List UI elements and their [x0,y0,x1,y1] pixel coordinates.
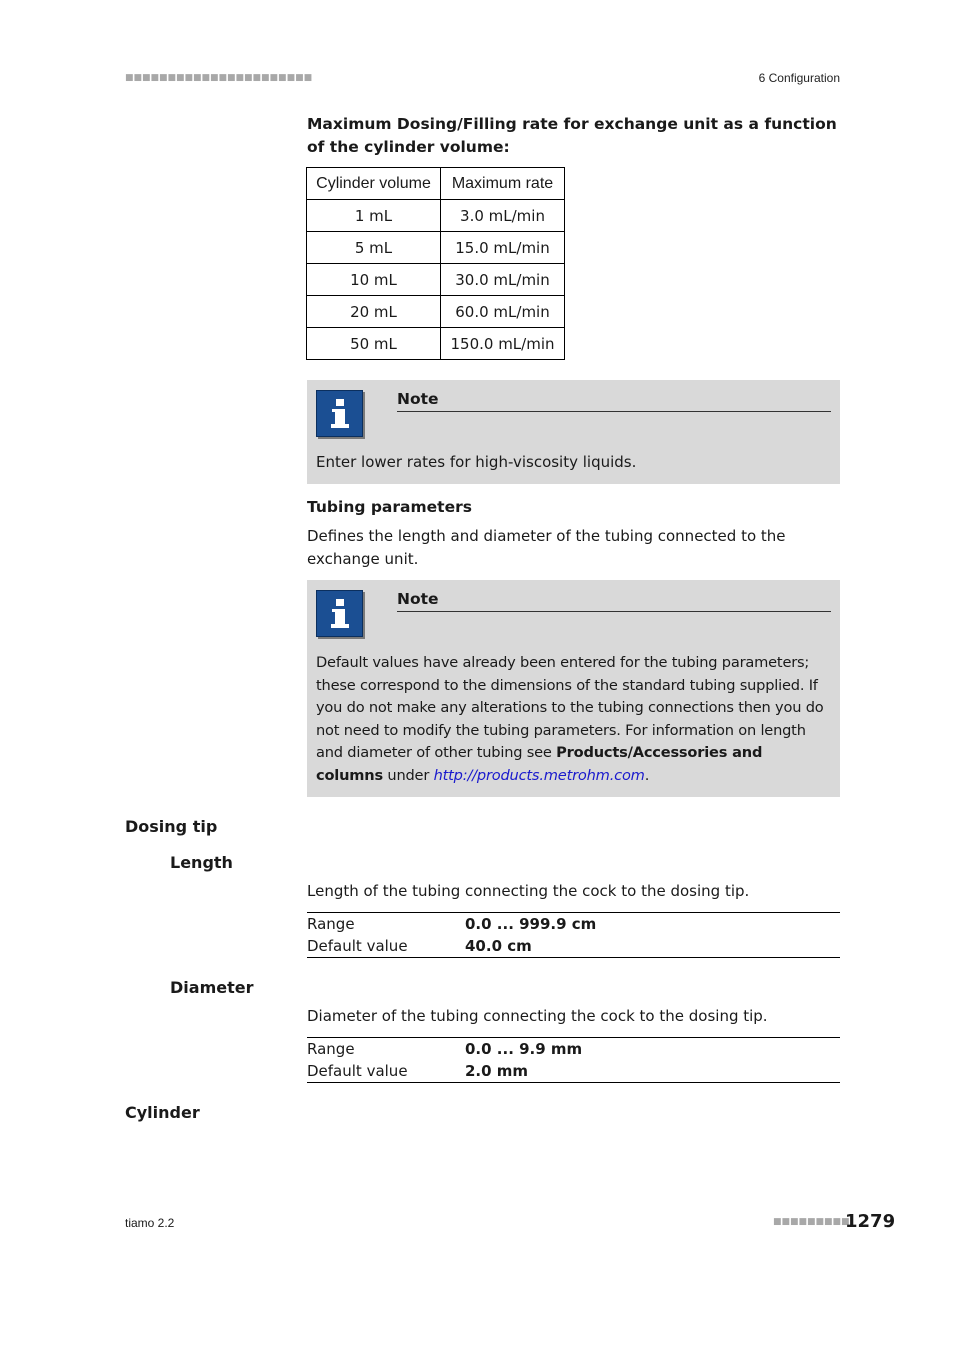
cell-cylinder-volume: 50 mL [307,328,441,360]
note-divider [397,411,831,412]
default-row [307,1060,840,1082]
default-label: Default value [307,937,408,955]
table-row [307,296,565,328]
cylinder-heading: Cylinder [125,1103,200,1122]
range-row [307,913,840,935]
default-label: Default value [307,1062,408,1080]
note-title: Note [397,390,439,408]
table-row [307,328,565,360]
cell-cylinder-volume: 5 mL [307,232,441,264]
footer-decoration: ■■■■■■■■■ [773,1217,850,1227]
length-range-table [307,912,840,958]
column-header-cylinder-volume: Cylinder volume [307,168,441,200]
diameter-description: Diameter of the tubing connecting the cock to the dosing tip. [307,1007,768,1025]
default-value: 40.0 cm [465,937,532,955]
dosing-tip-heading: Dosing tip [125,817,218,836]
note-title: Note [397,590,439,608]
cell-cylinder-volume: 1 mL [307,200,441,232]
page-number: 1279 [845,1211,896,1232]
cell-maximum-rate: 3.0 mL/min [441,200,565,232]
table-row [307,200,565,232]
note-text-mid: under [382,766,434,784]
range-label: Range [307,1040,355,1058]
product-name: tiamo 2.2 [125,1216,175,1230]
cell-maximum-rate: 60.0 mL/min [441,296,565,328]
length-description: Length of the tubing connecting the cock to the dosing tip. [307,882,750,900]
length-heading: Length [170,853,233,872]
cell-cylinder-volume: 20 mL [307,296,441,328]
note-box-tubing-defaults [307,580,840,797]
diameter-heading: Diameter [170,978,254,997]
default-value: 2.0 mm [465,1062,529,1080]
note-text-end: . [644,766,650,784]
products-link[interactable]: http://products.metrohm.com [433,766,645,784]
tubing-parameters-heading: Tubing parameters [307,498,472,516]
cell-cylinder-volume: 10 mL [307,264,441,296]
note-divider [397,611,831,612]
table-row [307,232,565,264]
note-text [316,652,832,787]
tubing-parameters-description: Defines the length and diameter of the tubing connected to the exchange unit. [307,527,786,568]
range-value: 0.0 ... 999.9 cm [465,915,597,933]
note-text-start: Default values have already been entered for the tubing parameters; these correspond to the dimensions of the standard tubing supplied. If you do not make any alterations to the tubing connections then you do not need to modify the tubing parameters. For information on length and diameter of other tubing see [316,654,824,761]
products-accessories-reference: Products/Accessories and columns [316,744,763,784]
cell-maximum-rate: 15.0 mL/min [441,232,565,264]
table-caption: Maximum Dosing/Filling rate for exchange unit as a function of the cylinder volume: [307,115,837,156]
rate-table [306,167,565,360]
chapter-title: 6 Configuration [758,71,840,85]
note-text: Enter lower rates for high-viscosity liquids. [316,453,637,471]
info-icon [316,590,363,637]
range-row [307,1038,840,1060]
cell-maximum-rate: 150.0 mL/min [441,328,565,360]
info-icon [316,390,363,437]
table-header-row [307,168,565,200]
default-row [307,935,840,957]
note-box-viscosity [307,380,840,484]
cell-maximum-rate: 30.0 mL/min [441,264,565,296]
range-value: 0.0 ... 9.9 mm [465,1040,583,1058]
header-decoration: ■■■■■■■■■■■■■■■■■■■■■■ [125,73,313,83]
range-label: Range [307,915,355,933]
diameter-range-table [307,1037,840,1083]
column-header-maximum-rate: Maximum rate [441,168,565,200]
table-row [307,264,565,296]
